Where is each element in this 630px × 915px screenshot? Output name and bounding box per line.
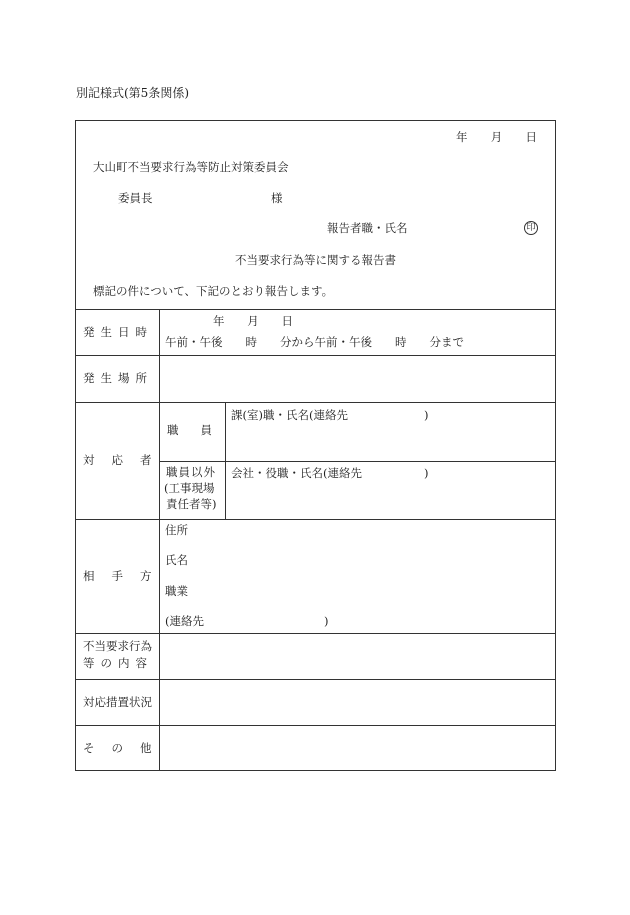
chair-title: 委員長 [118,191,153,205]
column-divider [225,402,226,519]
date-day-label: 日 [525,130,537,144]
row-divider [75,355,556,356]
committee-name: 大山町不当要求行為等防止対策委員会 [93,160,289,174]
occurrence-datetime-label: 発生日時 [83,325,153,339]
row-divider [75,519,556,520]
counterpart-contact-close: ) [324,614,329,628]
other-label: その他 [83,741,169,755]
nonstaff-contact-text: 会社・役職・氏名(連絡先 [231,466,362,480]
row-divider [75,402,556,403]
row-divider [75,679,556,680]
row-divider [75,633,556,634]
occurrence-place-label: 発生場所 [83,371,153,385]
staff-label: 職員 [167,423,234,437]
occurrence-date-line [213,316,293,328]
nonstaff-label-line3: 責任者等) [166,497,217,511]
occurrence-time-line: 午前・午後 時 分から午前・午後 時 分まで [165,335,464,349]
counterpart-occupation-label: 職業 [165,584,188,598]
row-divider [160,461,556,462]
content-label-line2: 等の内容 [83,656,153,670]
report-form-frame [75,120,556,771]
seal-mark: 印 [524,221,538,235]
counterpart-label: 相手方 [83,569,169,583]
staff-contact-close: ) [424,408,429,422]
form-style-heading: 別記様式(第5条関係) [76,86,189,100]
counterpart-contact-label: (連絡先 [165,614,204,628]
nonstaff-label-line1: 職員以外 [166,465,216,479]
measures-label: 対応措置状況 [83,695,152,709]
responder-label: 対応者 [83,453,169,467]
reporter-label: 報告者職・氏名 [327,221,408,235]
date-year-label: 年 [456,130,468,144]
content-label-line1: 不当要求行為 [83,639,152,653]
nonstaff-label-line2: (工事現場 [164,481,215,495]
staff-contact-text: 課(室)職・氏名(連絡先 [231,408,348,422]
honorific-sama: 様 [271,191,283,205]
column-divider [159,309,160,771]
date-line [456,132,537,144]
report-title: 不当要求行為等に関する報告書 [235,253,396,267]
counterpart-address-label: 住所 [165,523,188,537]
date-month-label: 月 [490,130,503,144]
nonstaff-contact-close: ) [424,466,429,480]
occurrence-day-label: 日 [281,314,293,328]
occurrence-month-label: 月 [247,314,259,328]
counterpart-name-label: 氏名 [165,553,188,567]
intro-text: 標記の件について、下記のとおり報告します。 [93,284,334,298]
occurrence-year-label: 年 [213,314,225,328]
row-divider [75,309,556,310]
row-divider [75,725,556,726]
